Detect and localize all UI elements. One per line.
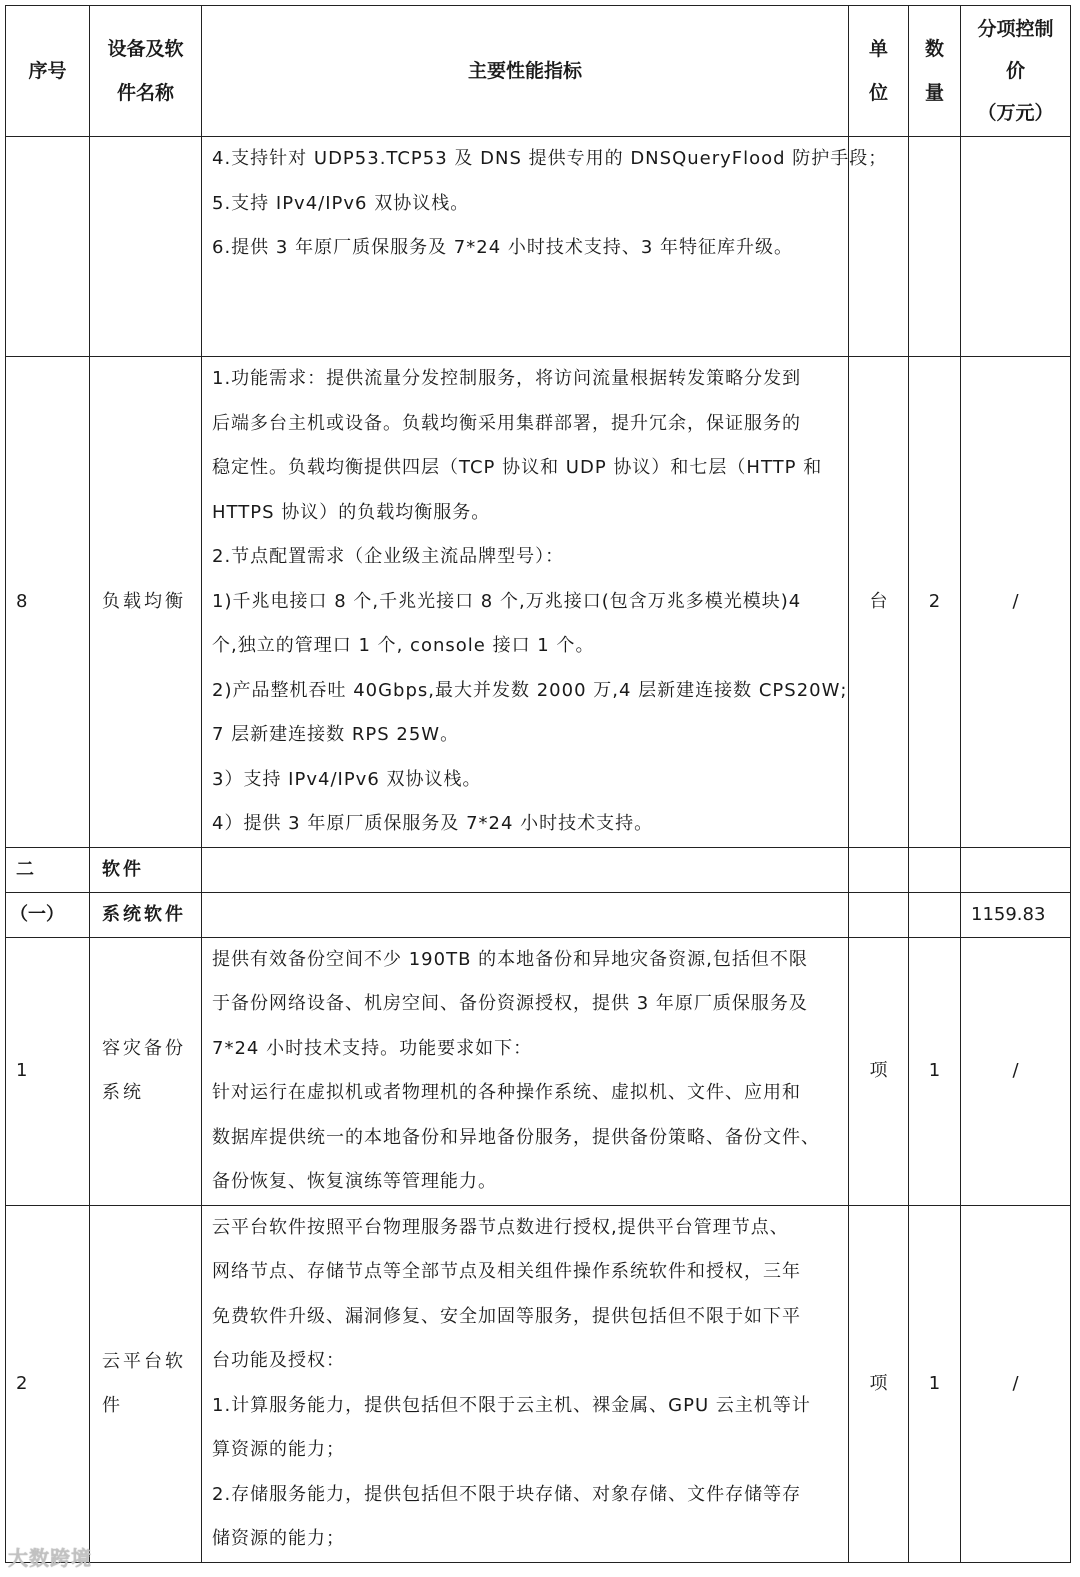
row-price: 1159.83 bbox=[961, 892, 1071, 937]
row-name: 软件 bbox=[90, 847, 202, 892]
table-header bbox=[6, 6, 1071, 137]
spec-line: 2.存储服务能力，提供包括但不限于块存储、对象存储、文件存储等存 bbox=[212, 1483, 802, 1505]
spec-line: 备份恢复、恢复演练等管理能力。 bbox=[212, 1171, 497, 1192]
row-spec bbox=[202, 1205, 849, 1562]
row-spec bbox=[202, 357, 849, 848]
spec-line: 储资源的能力； bbox=[212, 1528, 345, 1549]
spec-line: 云平台软件按照平台物理服务器节点数进行授权,提供平台管理节点、 bbox=[212, 1216, 789, 1238]
spec-line: 4）提供 3 年原厂质保服务及 7*24 小时技术支持。 bbox=[212, 813, 654, 834]
row-qty bbox=[909, 892, 961, 937]
spec-line: 针对运行在虚拟机或者物理机的各种操作系统、虚拟机、文件、应用和 bbox=[212, 1082, 801, 1103]
spec-line: 7 层新建连接数 RPS 25W。 bbox=[212, 724, 460, 745]
row-price bbox=[961, 137, 1071, 357]
row-spec bbox=[202, 937, 849, 1205]
row-price: / bbox=[961, 937, 1071, 1205]
spec-line: 3）支持 IPv4/IPv6 双协议栈。 bbox=[212, 768, 482, 790]
spec-line: 2.节点配置需求（企业级主流品牌型号）： bbox=[212, 546, 565, 567]
row-name: 云平台软 件 bbox=[90, 1205, 202, 1562]
spec-line: 7*24 小时技术支持。功能要求如下： bbox=[212, 1037, 533, 1059]
row-price bbox=[961, 847, 1071, 892]
spec-line: 2)产品整机吞吐 40Gbps,最大并发数 2000 万,4 层新建连接数 CPS20W; bbox=[212, 679, 848, 701]
spec-line: 台功能及授权： bbox=[212, 1350, 345, 1371]
spec-line: 网络节点、存储节点等全部节点及相关组件操作系统软件和授权，三年 bbox=[212, 1261, 801, 1282]
row-seq: 二 bbox=[6, 847, 90, 892]
row-unit bbox=[849, 847, 909, 892]
row-unit bbox=[849, 892, 909, 937]
spec-line: 提供有效备份空间不少 190TB 的本地备份和异地灾备资源,包括但不限 bbox=[212, 948, 808, 970]
row-spec bbox=[202, 847, 849, 892]
row-qty: 1 bbox=[909, 937, 961, 1205]
spec-line: HTTPS 协议）的负载均衡服务。 bbox=[212, 501, 491, 523]
row-unit: 项 bbox=[849, 937, 909, 1205]
header-seq: 序号 bbox=[6, 6, 90, 137]
spec-line: 个,独立的管理口 1 个, console 接口 1 个。 bbox=[212, 635, 595, 656]
row-unit: 项 bbox=[849, 1205, 909, 1562]
table-row bbox=[6, 1205, 1071, 1562]
row-seq: （一） bbox=[6, 892, 90, 937]
table-row bbox=[6, 137, 1071, 357]
table-row bbox=[6, 847, 1071, 892]
spec-line: 数据库提供统一的本地备份和异地备份服务，提供备份策略、备份文件、 bbox=[212, 1126, 820, 1148]
row-qty: 2 bbox=[909, 357, 961, 848]
spec-line: 算资源的能力； bbox=[212, 1439, 345, 1460]
row-spec bbox=[202, 137, 888, 357]
row-spec bbox=[202, 892, 849, 937]
row-unit bbox=[849, 137, 909, 357]
spec-line: 稳定性。负载均衡提供四层（TCP 协议和 UDP 协议）和七层（HTTP 和 bbox=[212, 457, 823, 478]
row-seq: 8 bbox=[6, 357, 90, 848]
table-row bbox=[6, 892, 1071, 937]
row-seq bbox=[6, 137, 90, 357]
table-row bbox=[6, 357, 1071, 848]
row-qty: 1 bbox=[909, 1205, 961, 1562]
procurement-table bbox=[5, 5, 1071, 1563]
table-row bbox=[6, 937, 1071, 1205]
row-qty bbox=[909, 847, 961, 892]
spec-line: 免费软件升级、漏洞修复、安全加固等服务，提供包括但不限于如下平 bbox=[212, 1305, 801, 1327]
row-seq: 1 bbox=[6, 937, 90, 1205]
row-unit: 台 bbox=[849, 357, 909, 848]
header-qty: 数 量 bbox=[909, 6, 961, 137]
row-name: 负载均衡 bbox=[90, 357, 202, 848]
watermark-logo: 大数跨境 bbox=[8, 1546, 92, 1570]
header-price: 分项控制 价 （万元） bbox=[961, 6, 1071, 137]
spec-line: 1.计算服务能力，提供包括但不限于云主机、裸金属、GPU 云主机等计 bbox=[212, 1394, 811, 1416]
spec-line: 6.提供 3 年原厂质保服务及 7*24 小时技术支持、3 年特征库升级。 bbox=[212, 237, 794, 258]
spec-line: 于备份网络设备、机房空间、备份资源授权，提供 3 年原厂质保服务及 bbox=[212, 993, 808, 1014]
row-qty bbox=[909, 137, 961, 357]
row-price: / bbox=[961, 1205, 1071, 1562]
spec-line: 1)千兆电接口 8 个,千兆光接口 8 个,万兆接口(包含万兆多模光模块)4 bbox=[212, 590, 802, 612]
spec-line: 5.支持 IPv4/IPv6 双协议栈。 bbox=[212, 192, 470, 214]
row-name bbox=[90, 137, 202, 357]
spec-line: 后端多台主机或设备。负载均衡采用集群部署，提升冗余，保证服务的 bbox=[212, 412, 801, 434]
row-price: / bbox=[961, 357, 1071, 848]
row-seq: 2 bbox=[6, 1205, 90, 1562]
spec-line: 1.功能需求：提供流量分发控制服务，将访问流量根据转发策略分发到 bbox=[212, 368, 802, 389]
header-unit: 单 位 bbox=[849, 6, 909, 137]
header-name: 设备及软 件名称 bbox=[90, 6, 202, 137]
row-name: 系统软件 bbox=[90, 892, 202, 937]
spec-line bbox=[212, 137, 888, 182]
spec-line-text: 4.支持针对 UDP53.TCP53 及 DNS 提供专用的 DNSQueryFlood 防护手段； bbox=[212, 148, 888, 169]
row-name: 容灾备份 系统 bbox=[90, 937, 202, 1205]
header-spec: 主要性能指标 bbox=[202, 6, 849, 137]
